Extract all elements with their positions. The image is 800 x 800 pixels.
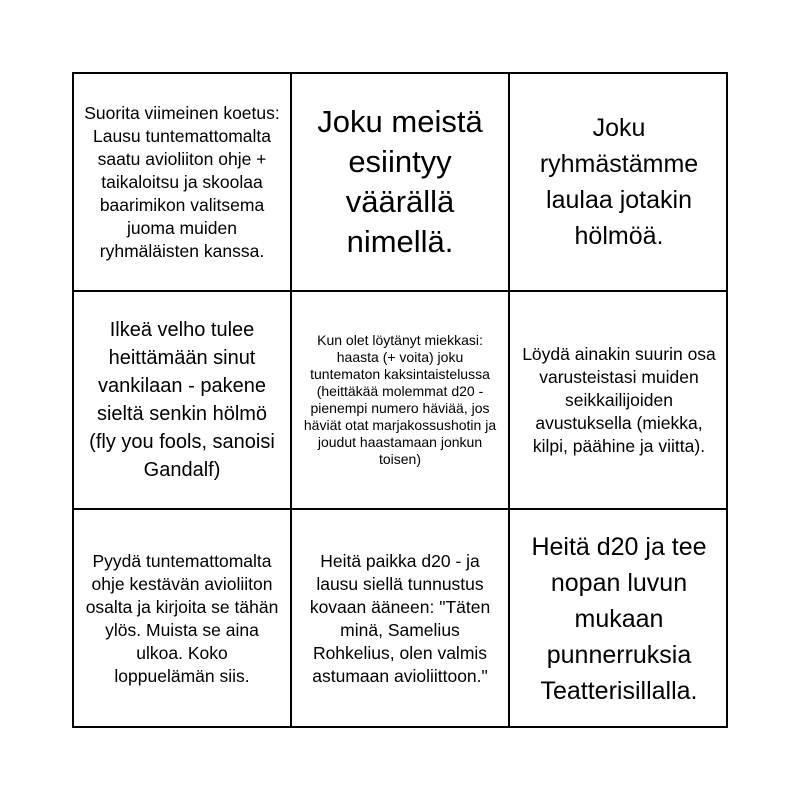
bingo-cell-text: Kun olet löytänyt miekkasi: haasta (+ voita) joku tuntematon kaksintaistelussa (heittäkää molemmat d20 - pienempi numero häviää, jos häviät otat marjakossushotin ja joudut haastamaan jonkun toisen): [303, 332, 497, 467]
bingo-cell-8[interactable]: [292, 510, 510, 728]
bingo-cell-text: Joku ryhmästämme laulaa jotakin hölmöä.: [539, 114, 699, 250]
bingo-cell-text: Heitä paikka d20 - ja lausu siellä tunnustus kovaan ääneen: "Täten minä, Samelius Rohkelius, olen valmis astumaan avioliittoon.": [309, 551, 491, 686]
bingo-cell-text: Joku meistä esiintyy väärällä nimellä.: [317, 104, 483, 259]
bingo-cell-text: Löydä ainakin suurin osa varusteistasi muiden seikkailijoiden avustuksella (miekka, kilpi, päähine ja viitta).: [522, 343, 716, 456]
bingo-cell-5[interactable]: [292, 292, 510, 510]
bingo-cell-2[interactable]: [292, 74, 510, 292]
bingo-cell-9[interactable]: [510, 510, 728, 728]
bingo-cell-4[interactable]: [74, 292, 292, 510]
bingo-cell-6[interactable]: [510, 292, 728, 510]
bingo-board: [72, 72, 728, 728]
bingo-cell-3[interactable]: [510, 74, 728, 292]
bingo-cell-1[interactable]: [74, 74, 292, 292]
bingo-cell-text: Ilkeä velho tulee heittämään sinut vankilaan - pakene sieltä senkin hölmö (fly you fools, sanoisi Gandalf): [89, 319, 275, 481]
bingo-cell-text: Suorita viimeinen koetus: Lausu tuntemattomalta saatu avioliiton ohje + taikaloitsu ja skoolaa baarimikon valitsema juoma muiden ryhmäläisten kanssa.: [84, 102, 280, 261]
bingo-cell-7[interactable]: [74, 510, 292, 728]
bingo-cell-text: Pyydä tuntemattomalta ohje kestävän avioliiton osalta ja kirjoita se tähän ylös. Muista se aina ulkoa. Koko loppuelämän siis.: [85, 551, 279, 686]
bingo-cell-text: Heitä d20 ja tee nopan luvun mukaan punnerruksia Teatterisillalla.: [531, 533, 707, 705]
